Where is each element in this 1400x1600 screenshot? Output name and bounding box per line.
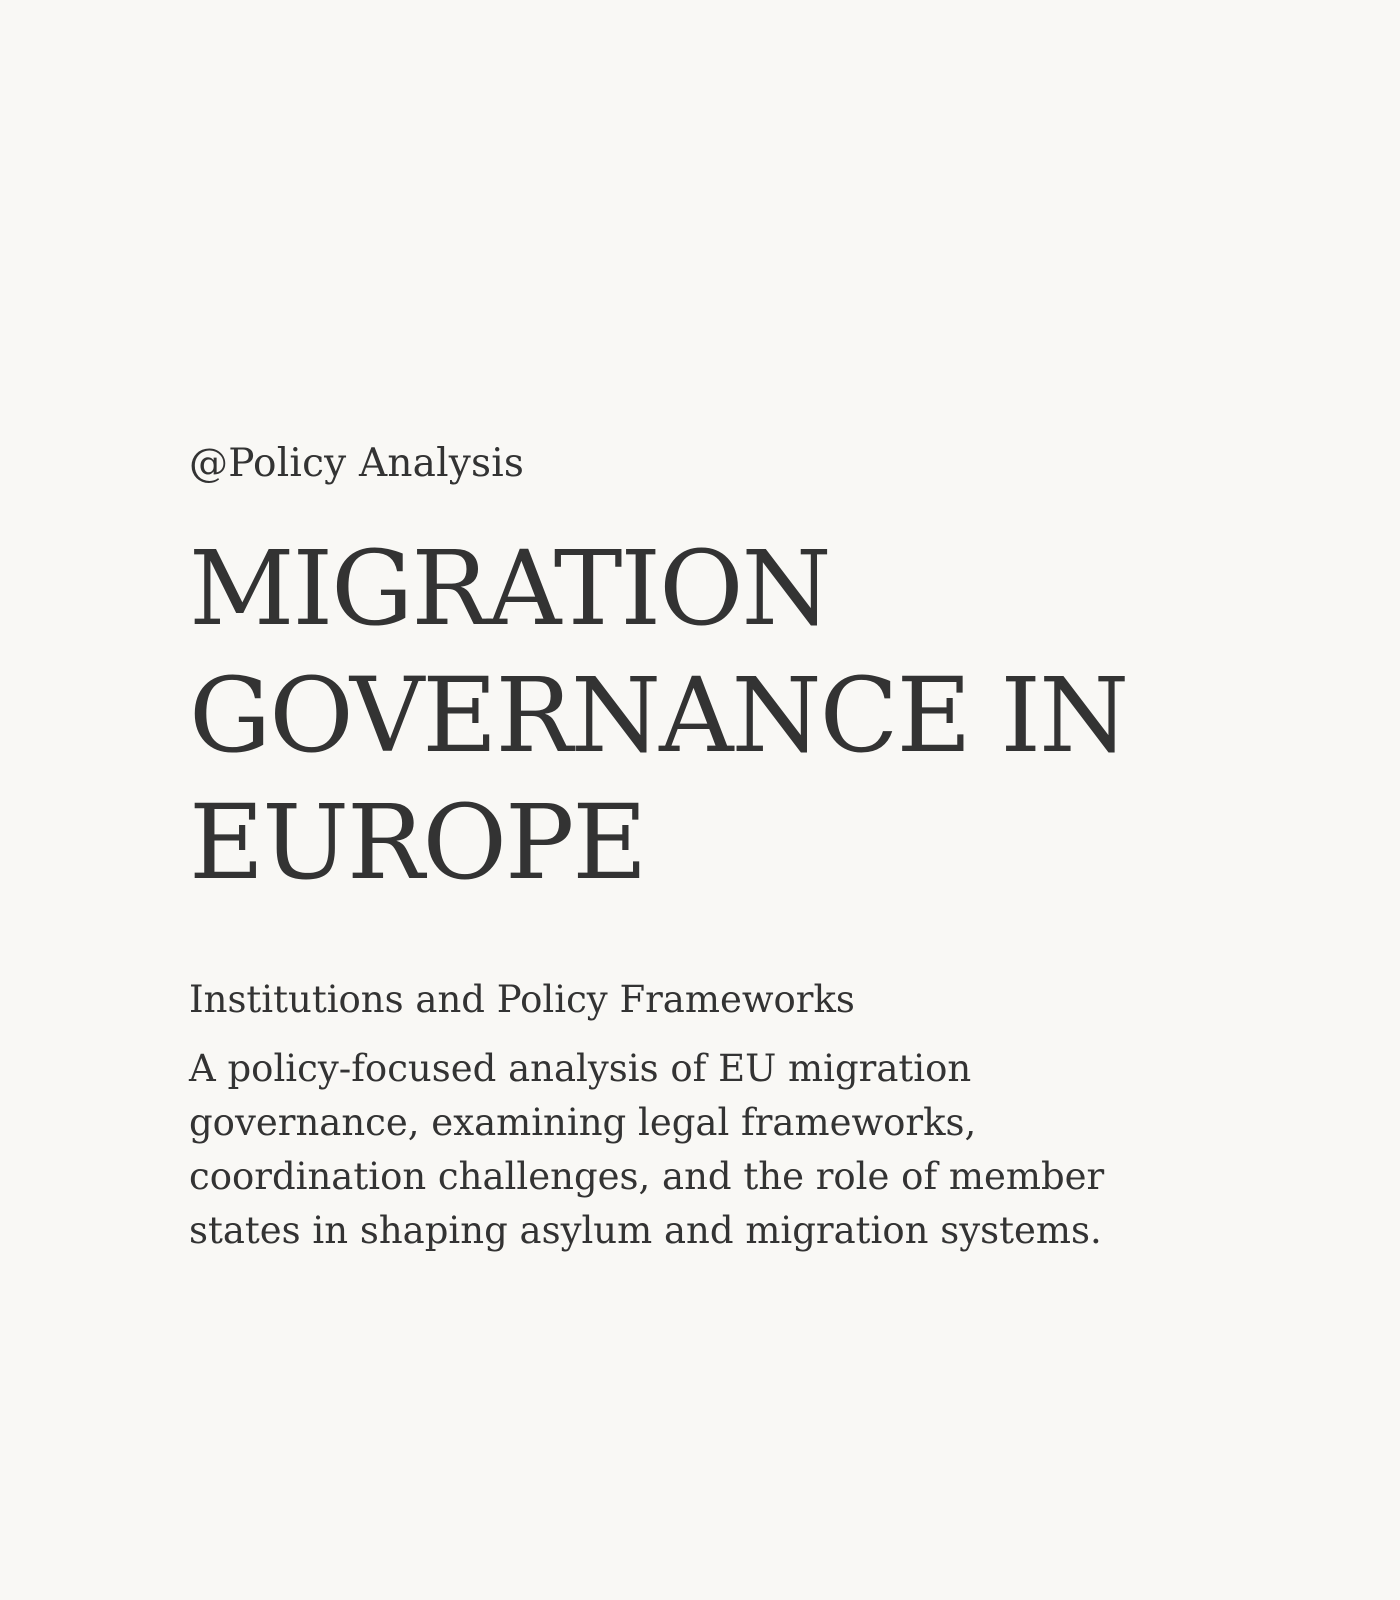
subtitle: Institutions and Policy Frameworks xyxy=(189,978,855,1021)
author-handle: @Policy Analysis xyxy=(189,441,525,486)
description: A policy-focused analysis of EU migration governance, examining legal frameworks, coordination challenges, and the role of member states in shaping asylum and migration systems. xyxy=(189,1047,1105,1252)
title-line-3: EUROPE xyxy=(189,783,646,903)
title-line-1: MIGRATION xyxy=(189,529,830,649)
cover-content xyxy=(189,438,1229,1258)
page-title xyxy=(189,526,1229,907)
title-line-2: GOVERNANCE IN xyxy=(189,656,1128,776)
